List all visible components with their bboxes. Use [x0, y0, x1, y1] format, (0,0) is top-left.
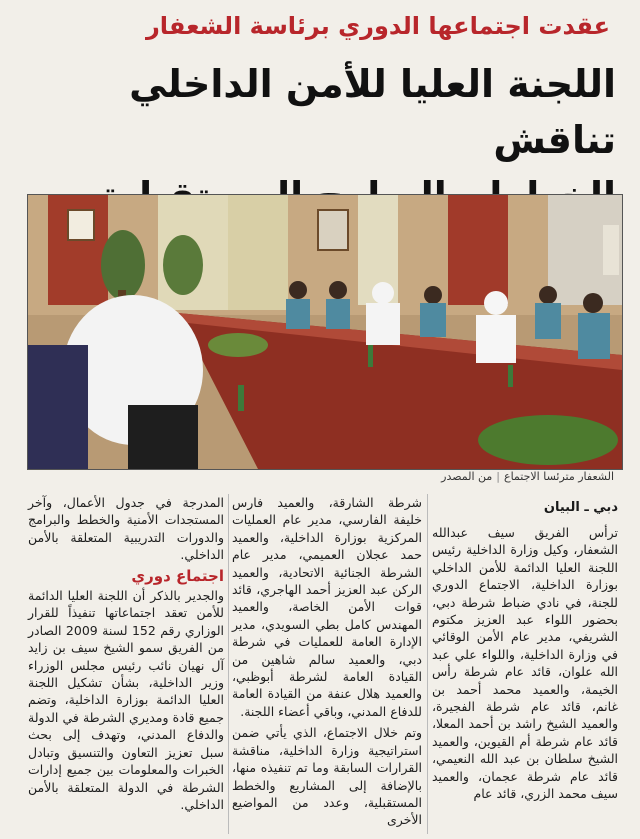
article-column-right	[432, 524, 618, 803]
article-paragraph: والجدير بالذكر أن اللجنة العليا الدائمة للأمن تعقد اجتماعاتها تنفيذاً للقرار الوزاري رقم 152 لسنة 2009 الصادر من الفريق سمو الشيخ سيف بن زايد آل نهيان نائب رئيس مجلس الوزراء وزير الداخلية، بشأن تشكيل اللجنة العليا الدائمة بوزارة الداخلية، وتضم جميع قادة ومديري الشرطة في الدولة والدفاع المدني، وتهدف إلى بحث سبل تعزيز التعاون والتنسيق وتبادل الخبرات والمعلومات بين جميع إدارات الشرطة في الدولة المتعلقة بالأمن الداخلي.	[28, 588, 224, 812]
article-kicker: عقدت اجتماعها الدوري برئاسة الشعفار	[145, 12, 610, 40]
article-subheading: اجتماع دوري	[131, 566, 224, 585]
photo-caption	[304, 470, 614, 483]
article-column-middle	[232, 494, 422, 829]
article-column-left	[28, 494, 224, 813]
article-dateline: دبي ـ البيان	[543, 500, 618, 515]
meeting-photo-illustration	[28, 195, 622, 469]
column-rule	[427, 494, 428, 834]
caption-text: الشعفار مترئسا الاجتماع	[504, 470, 614, 483]
meeting-photo	[27, 194, 623, 470]
caption-separator: |	[496, 470, 501, 483]
column-rule	[228, 494, 229, 834]
article-paragraph: المدرجة في جدول الأعمال، وآخر المستجدات الأمنية والخطط والبرامج والدورات التدريبية المتعلقة بالأمن الداخلي.	[28, 495, 224, 563]
article-paragraph: شرطة الشارقة، والعميد فارس خليفة الفارسي، مدير عام العمليات المركزية بوزارة الداخلية، والعميد حمد عجلان العميمي، مدير عام الشرطة الجنائية الاتحادية، والعميد الركن عبد العزيز أحمد الهاجري، قائد قوات الأمن الخاصة، والعميد المهندس كامل بطي السويدي، مدير الإدارة العامة للعمليات في شرطة دبي، والعميد سالم شاهين من القيادة العامة لشرطة أبوظبي، والعميد هلال عنفة من القيادة العامة للدفاع المدني، وباقي أعضاء اللجنة.	[232, 495, 422, 719]
article-paragraph: ترأس الفريق سيف عبدالله الشعفار، وكيل وزارة الداخلية رئيس اللجنة العليا الدائمة للأمن الداخلي بوزارة الداخلية، الاجتماع الدوري للجنة، في نادي ضباط شرطة دبي، بحضور اللواء عبد العزيز مكتوم الشريفي، مدير عام الأمن الوقائي في وزارة الداخلية، واللواء علي عبد الله علوان، قائد عام شرطة رأس الخيمة، والعميد محمد أحمد بن غانم، قائد عام شرطة الفجيرة، والعميد الشيخ راشد بن أحمد المعلا، قائد عام شرطة أم القيوين، والعميد الشيخ سلطان بن عبد الله النعيمي، قائد عام شرطة عجمان، والعميد سيف محمد الزري، قائد عام	[432, 525, 618, 802]
caption-source: من المصدر	[441, 470, 493, 483]
headline-line-1: اللجنة العليا للأمن الداخلي تناقش	[129, 62, 616, 162]
article-paragraph: وتم خلال الاجتماع، الذي يأتي ضمن استراتيجية وزارة الداخلية، مناقشة القرارات السابقة وما تم تنفيذه منها، بالإضافة إلى المشاريع والخطط المستقبلية، وعدد من المواضيع الأخرى	[232, 725, 422, 828]
